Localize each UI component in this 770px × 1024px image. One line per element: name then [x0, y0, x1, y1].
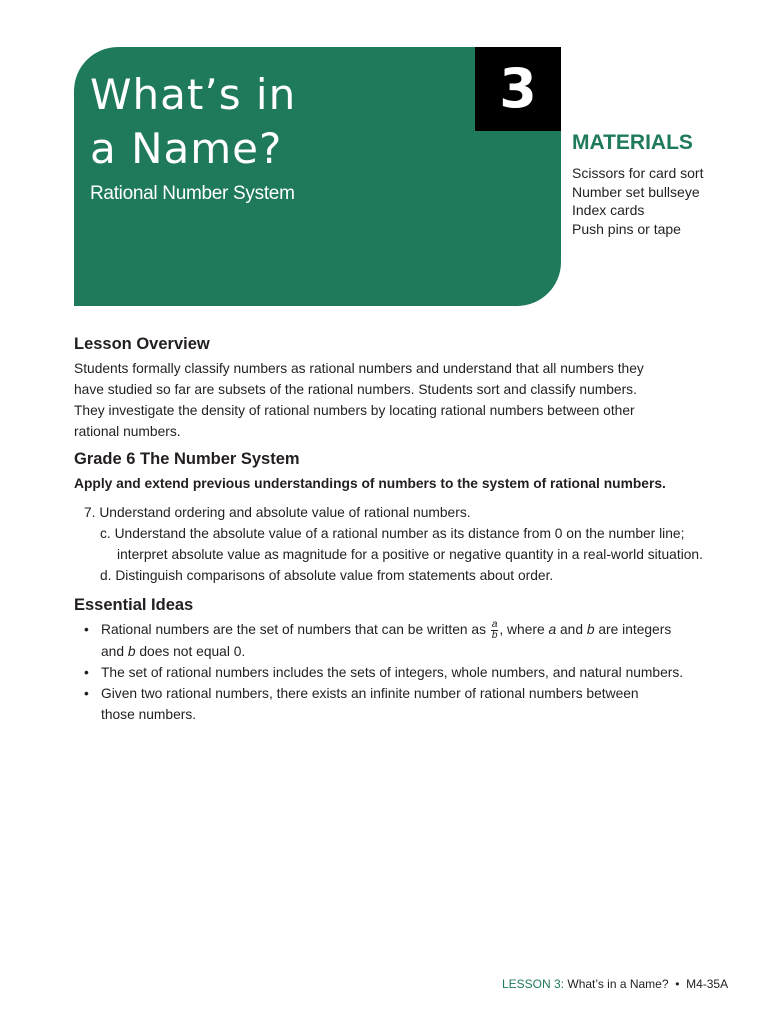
footer-separator: •	[675, 977, 680, 991]
lesson-title: What’s in a Name?	[90, 70, 297, 173]
essential-ideas-list	[84, 619, 724, 725]
fraction-a-over-b: $\frac{a}{b}$	[491, 618, 498, 641]
standards-cluster: Apply and extend previous understandings of numbers to the system of rational numbers.	[74, 476, 666, 491]
materials-item: Number set bullseye	[572, 183, 700, 200]
standard-7c: c. Understand the absolute value of a rational number as its distance from 0 on the number line; interpret absolute value as magnitude for a positive or negative quantity in a real-world situation.	[100, 526, 703, 562]
lesson-number-badge: 3	[475, 47, 561, 131]
materials-heading: MATERIALS	[572, 131, 693, 154]
essential-ideas-heading: Essential Ideas	[74, 596, 194, 614]
standard-7d: d. Distinguish comparisons of absolute value from statements about order.	[100, 568, 554, 583]
footer-page-code: M4-35A	[686, 977, 729, 991]
list-item: • The set of rational numbers includes the sets of integers, whole numbers, and natural numbers.	[84, 662, 724, 683]
page-footer	[502, 977, 728, 991]
lesson-overview-text: Students formally classify numbers as rational numbers and understand that all numbers they have studied so far are subsets of the rational numbers. Students sort and classify numbers. They investigate the density of rational numbers by locating rational numbers between other rational numbers.	[74, 361, 644, 439]
footer-lesson-label: LESSON 3:	[502, 977, 565, 991]
lesson-overview-heading: Lesson Overview	[74, 335, 210, 353]
list-item: • Given two rational numbers, there exists an infinite number of rational numbers between those numbers.	[84, 683, 724, 725]
lesson-subtitle: Rational Number System	[90, 183, 295, 204]
materials-item: Push pins or tape	[572, 220, 681, 237]
materials-item: Index cards	[572, 202, 645, 218]
standard-7: 7. Understand ordering and absolute value of rational numbers.	[84, 505, 471, 520]
standards-heading: Grade 6 The Number System	[74, 450, 300, 468]
materials-list	[572, 164, 703, 238]
footer-lesson-title: What’s in a Name?	[564, 977, 669, 991]
list-item: • Rational numbers are the set of numbers that can be written as $\frac{a}{b}$ , where a and b are integers and b does not equal 0.	[84, 619, 724, 662]
materials-item: Scissors for card sort	[572, 165, 704, 181]
